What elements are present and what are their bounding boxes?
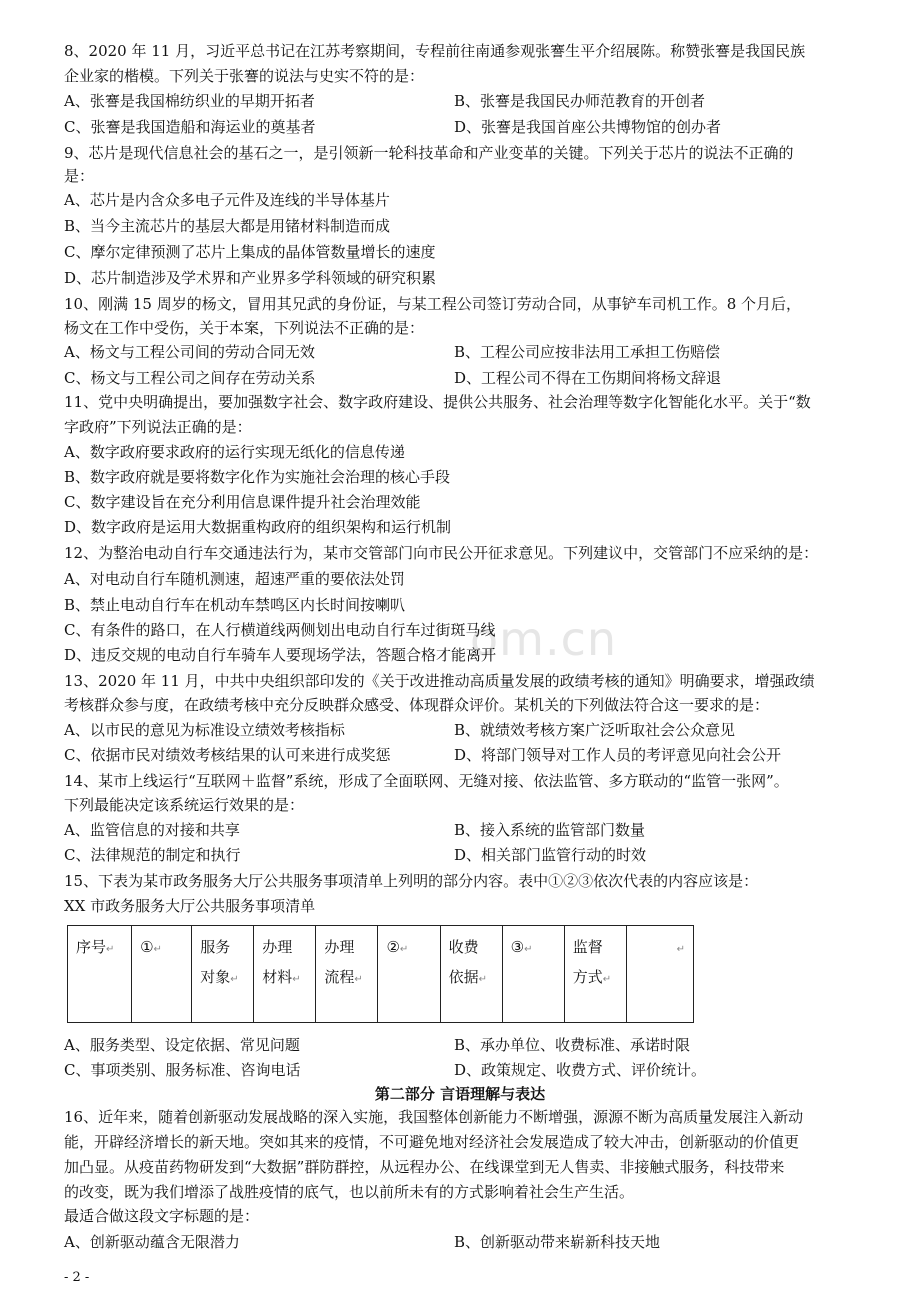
table-cell-blank-2: ②↵ bbox=[378, 926, 440, 1023]
q8-option-d: D、张謇是我国首座公共博物馆的创办者 bbox=[454, 118, 722, 136]
q9-option-a: A、芯片是内含众多电子元件及连线的半导体基片 bbox=[64, 191, 390, 209]
table-cell-fee-basis: 收费 依据↵ bbox=[440, 926, 502, 1023]
q16-prompt: 最适合做这段文字标题的是： bbox=[64, 1207, 260, 1225]
q11-option-c: C、数字建设旨在充分利用信息课件提升社会治理效能 bbox=[64, 493, 421, 511]
q12-option-d: D、违反交规的电动自行车骑车人要现场学法，答题合格才能离开 bbox=[64, 646, 497, 664]
q8-option-a: A、张謇是我国棉纺织业的早期开拓者 bbox=[64, 92, 315, 110]
q10-option-d: D、工程公司不得在工伤期间将杨文辞退 bbox=[454, 369, 722, 387]
watermark: om.cn bbox=[470, 612, 618, 666]
q13-stem-2: 考核群众参与度，在政绩考核中充分反映群众感受、体现群众评价。某机关的下列做法符合这一要求的是： bbox=[64, 696, 770, 714]
table-cell-supervision: 监督 方式↵ bbox=[564, 926, 626, 1023]
table-cell-empty: ↵ bbox=[626, 926, 693, 1023]
q10-option-c: C、杨文与工程公司之间存在劳动关系 bbox=[64, 369, 316, 387]
q15-option-a: A、服务类型、设定依据、常见问题 bbox=[64, 1036, 300, 1054]
q13-option-b: B、就绩效考核方案广泛听取社会公众意见 bbox=[454, 721, 736, 739]
q8-stem-1: 8、2020 年 11 月，习近平总书记在江苏考察期间，专程前往南通参观张謇生平介绍展陈。称赞张謇是我国民族 bbox=[64, 42, 806, 60]
q9-option-b: B、当今主流芯片的基层大都是用锗材料制造而成 bbox=[64, 217, 391, 235]
table-cell-blank-3: ③↵ bbox=[502, 926, 564, 1023]
table-cell-seq: 序号↵ bbox=[68, 926, 132, 1023]
q16-stem-2: 能，开辟经济增长的新天地。突如其来的疫情，不可避免地对经济社会发展造成了较大冲击，创新驱动的价值更 bbox=[64, 1133, 800, 1151]
q11-stem-1: 11、党中央明确提出，要加强数字社会、数字政府建设、提供公共服务、社会治理等数字化智能化水平。关于“数 bbox=[64, 393, 811, 411]
q14-stem-1: 14、某市上线运行“互联网＋监督”系统，形成了全面联网、无缝对接、依法监管、多方联动的“监管一张网”。 bbox=[64, 772, 789, 790]
q15-table-caption: XX 市政务服务大厅公共服务事项清单 bbox=[64, 897, 316, 915]
q11-option-d: D、数字政府是运用大数据重构政府的组织架构和运行机制 bbox=[64, 518, 452, 536]
q11-option-a: A、数字政府要求政府的运行实现无纸化的信息传递 bbox=[64, 443, 405, 461]
q16-stem-4: 的改变，既为我们增添了战胜疫情的底气，也以前所未有的方式影响着社会生产生活。 bbox=[64, 1183, 635, 1201]
q13-stem-1: 13、2020 年 11 月，中共中央组织部印发的《关于改进推动高质量发展的政绩考核的通知》明确要求，增强政绩 bbox=[64, 672, 815, 690]
q13-option-c: C、依据市民对绩效考核结果的认可来进行成奖惩 bbox=[64, 746, 391, 764]
q9-option-d: D、芯片制造涉及学术界和产业界多学科领域的研究积累 bbox=[64, 269, 437, 287]
q10-stem-1: 10、刚满 15 周岁的杨文，冒用其兄武的身份证，与某工程公司签订劳动合同，从事铲车司机工作。8 个月后， bbox=[64, 295, 802, 313]
q11-stem-2: 字政府”下列说法正确的是： bbox=[64, 418, 252, 436]
table-row bbox=[68, 926, 694, 1023]
q14-option-d: D、相关部门监管行动的时效 bbox=[454, 846, 647, 864]
q15-option-c: C、事项类别、服务标准、咨询电话 bbox=[64, 1061, 301, 1079]
q10-option-b: B、工程公司应按非法用工承担工伤赔偿 bbox=[454, 343, 721, 361]
table-cell-process: 办理 流程↵ bbox=[316, 926, 378, 1023]
q8-option-c: C、张謇是我国造船和海运业的奠基者 bbox=[64, 118, 316, 136]
q14-option-b: B、接入系统的监管部门数量 bbox=[454, 821, 646, 839]
q9-stem-1: 9、芯片是现代信息社会的基石之一，是引领新一轮科技革命和产业变革的关键。下列关于芯片的说法不正确的 bbox=[64, 144, 794, 162]
q12-stem-1: 12、为整治电动自行车交通违法行为，某市交管部门向市民公开征求意见。下列建议中，交管部门不应采纳的是： bbox=[64, 544, 819, 562]
service-items-table bbox=[67, 925, 694, 1023]
q15-option-b: B、承办单位、收费标准、承诺时限 bbox=[454, 1036, 691, 1054]
q12-option-a: A、对电动自行车随机测速，超速严重的要依法处罚 bbox=[64, 570, 405, 588]
q12-option-b: B、禁止电动自行车在机动车禁鸣区内长时间按喇叭 bbox=[64, 596, 406, 614]
q10-option-a: A、杨文与工程公司间的劳动合同无效 bbox=[64, 343, 315, 361]
page-number: - 2 - bbox=[64, 1270, 90, 1285]
q15-option-d: D、政策规定、收费方式、评价统计。 bbox=[454, 1061, 707, 1079]
q10-stem-2: 杨文在工作中受伤，关于本案，下列说法不正确的是： bbox=[64, 319, 425, 337]
q11-option-b: B、数字政府就是要将数字化作为实施社会治理的核心手段 bbox=[64, 468, 451, 486]
q8-option-b: B、张謇是我国民办师范教育的开创者 bbox=[454, 92, 706, 110]
q14-option-c: C、法律规范的制定和执行 bbox=[64, 846, 241, 864]
table-cell-materials: 办理 材料↵ bbox=[254, 926, 316, 1023]
q13-option-a: A、以市民的意见为标准设立绩效考核指标 bbox=[64, 721, 345, 739]
q15-stem-1: 15、下表为某市政务服务大厅公共服务事项清单上列明的部分内容。表中①②③依次代表的内容应该是： bbox=[64, 872, 759, 890]
q16-stem-1: 16、近年来，随着创新驱动发展战略的深入实施，我国整体创新能力不断增强，源源不断为高质量发展注入新动 bbox=[64, 1108, 804, 1126]
q16-option-b: B、创新驱动带来崭新科技天地 bbox=[454, 1233, 661, 1251]
q9-option-c: C、摩尔定律预测了芯片上集成的晶体管数量增长的速度 bbox=[64, 243, 436, 261]
table-cell-service-target: 服务 对象↵ bbox=[192, 926, 254, 1023]
q13-option-d: D、将部门领导对工作人员的考评意见向社会公开 bbox=[454, 746, 782, 764]
q16-option-a: A、创新驱动蕴含无限潜力 bbox=[64, 1233, 240, 1251]
q16-stem-3: 加凸显。从疫苗药物研发到“大数据”群防群控，从远程办公、在线课堂到无人售卖、非接触式服务，科技带来 bbox=[64, 1158, 785, 1176]
q12-option-c: C、有条件的路口，在人行横道线两侧划出电动自行车过街斑马线 bbox=[64, 621, 496, 639]
q9-stem-2: 是： bbox=[64, 167, 95, 185]
table-cell-blank-1: ①↵ bbox=[132, 926, 192, 1023]
q8-stem-2: 企业家的楷模。下列关于张謇的说法与史实不符的是： bbox=[64, 67, 425, 85]
q14-stem-2: 下列最能决定该系统运行效果的是： bbox=[64, 796, 305, 814]
q14-option-a: A、监管信息的对接和共享 bbox=[64, 821, 240, 839]
section-title: 第二部分 言语理解与表达 bbox=[374, 1085, 546, 1103]
